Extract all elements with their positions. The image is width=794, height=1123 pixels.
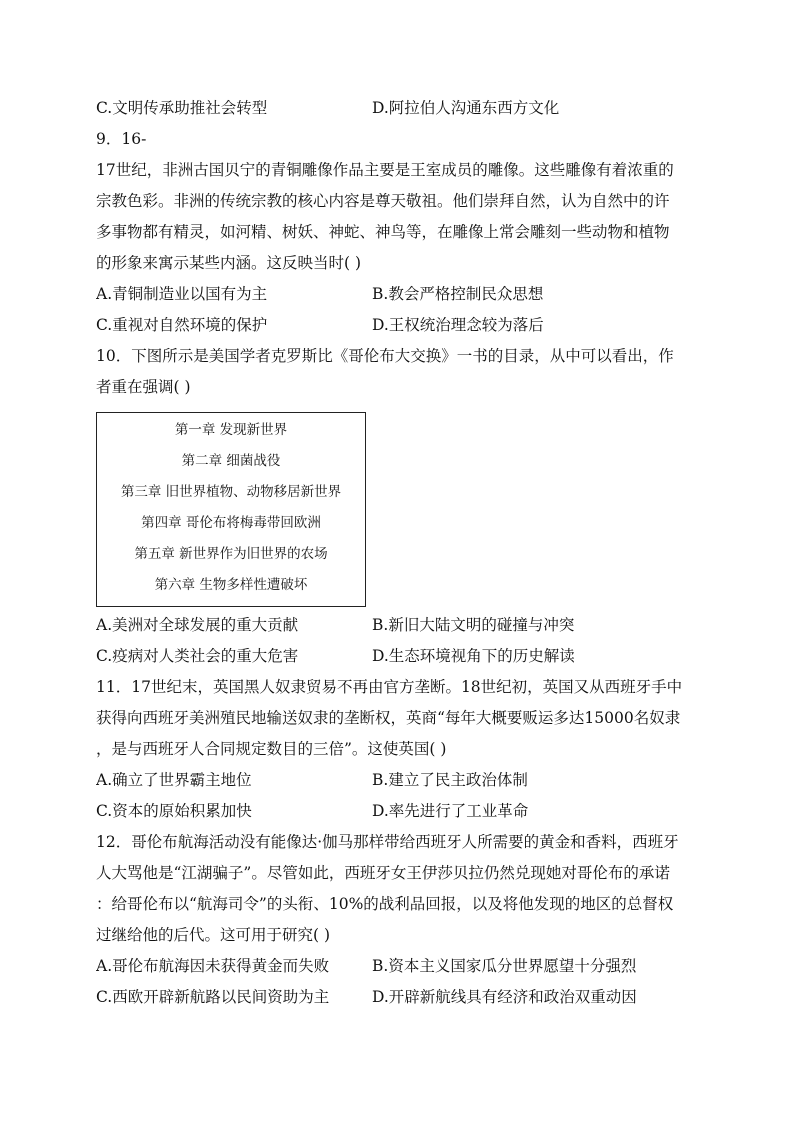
q12-stem-line-4: 过继给他的后代。这可用于研究( ) — [96, 926, 331, 944]
q10-stem-line-1: 10．下图所示是美国学者克罗斯比《哥伦布大交换》一书的目录，从中可以看出，作 — [96, 347, 674, 365]
q11-stem-line-3: ，是与西班牙人合同规定数目的三倍”。这使英国( ) — [96, 740, 447, 758]
question-10 — [96, 341, 706, 672]
question-12 — [96, 827, 706, 1013]
exam-page-content — [96, 93, 706, 1013]
toc-chapter-5: 第五章 新世界作为旧世界的农场 — [134, 546, 328, 562]
toc-chapter-4: 第四章 哥伦布将梅毒带回欧洲 — [141, 515, 321, 531]
q12-options-row-ab — [96, 951, 706, 982]
q11-stem-line-1: 11．17世纪末，英国黑人奴隶贸易不再由官方垄断。18世纪初，英国又从西班牙手中 — [96, 678, 683, 696]
q12-option-c[interactable]: C.西欧开辟新航路以民间资助为主 — [96, 988, 330, 1006]
q9-options-row-cd — [96, 310, 706, 341]
q11-stem-line-2: 获得向西班牙美洲殖民地输送奴隶的垄断权，英商“每年大概要贩运多达15000名奴隶 — [96, 709, 681, 727]
q12-option-d[interactable]: D.开辟新航线具有经济和政治双重动因 — [372, 988, 637, 1006]
question-9 — [96, 124, 706, 341]
q10-stem-line-2: 者重在强调( ) — [96, 378, 191, 396]
book-table-of-contents — [96, 412, 366, 607]
q11-option-c[interactable]: C.资本的原始积累加快 — [96, 802, 252, 820]
toc-chapter-1: 第一章 发现新世界 — [174, 422, 288, 438]
q8-option-c[interactable]: C.文明传承助推社会转型 — [96, 99, 268, 117]
q9-stem-line-1: 17世纪，非洲古国贝宁的青铜雕像作品主要是王室成员的雕像。这些雕像有着浓重的 — [96, 161, 674, 179]
q8-option-d[interactable]: D.阿拉伯人沟通东西方文化 — [372, 99, 560, 117]
q9-option-a[interactable]: A.青铜制造业以国有为主 — [96, 285, 268, 303]
toc-chapter-3: 第三章 旧世界植物、动物移居新世界 — [120, 484, 342, 500]
q10-option-c[interactable]: C.疫病对人类社会的重大危害 — [96, 647, 299, 665]
q11-options-row-ab — [96, 765, 706, 796]
q9-options-row-ab — [96, 279, 706, 310]
q12-option-b[interactable]: B.资本主义国家瓜分世界愿望十分强烈 — [372, 957, 637, 975]
q12-stem-line-1: 12．哥伦布航海活动没有能像达·伽马那样带给西班牙人所需要的黄金和香料，西班牙 — [96, 833, 679, 851]
q12-stem-line-3: ：给哥伦布以“航海司令”的头衔、10%的战利品回报，以及将他发现的地区的总督权 — [96, 895, 674, 913]
q12-stem-line-2: 人大骂他是“江湖骗子”。尽管如此，西班牙女王伊莎贝拉仍然兑现她对哥伦布的承诺 — [96, 864, 670, 882]
q9-option-d[interactable]: D.王权统治理念较为落后 — [372, 316, 544, 334]
q10-option-a[interactable]: A.美洲对全球发展的重大贡献 — [96, 616, 299, 634]
toc-chapter-2: 第二章 细菌战役 — [181, 453, 281, 469]
q12-option-a[interactable]: A.哥伦布航海因未获得黄金而失败 — [96, 957, 330, 975]
q11-option-b[interactable]: B.建立了民主政治体制 — [372, 771, 528, 789]
q10-option-b[interactable]: B.新旧大陆文明的碰撞与冲突 — [372, 616, 575, 634]
q11-options-row-cd — [96, 796, 706, 827]
q10-option-d[interactable]: D.生态环境视角下的历史解读 — [372, 647, 575, 665]
q9-option-b[interactable]: B.教会严格控制民众思想 — [372, 285, 544, 303]
q11-option-a[interactable]: A.确立了世界霸主地位 — [96, 771, 252, 789]
q11-option-d[interactable]: D.率先进行了工业革命 — [372, 802, 529, 820]
q10-options-row-cd — [96, 641, 706, 672]
q9-option-c[interactable]: C.重视对自然环境的保护 — [96, 316, 268, 334]
question-11 — [96, 672, 706, 827]
q8-options-row-cd — [96, 93, 706, 124]
q12-options-row-cd — [96, 982, 706, 1013]
q9-stem-line-2: 宗教色彩。非洲的传统宗教的核心内容是尊天敬祖。他们崇拜自然，认为自然中的许 — [96, 192, 670, 210]
q9-number: 9．16- — [96, 130, 147, 148]
q9-stem-line-3: 多事物都有精灵，如河精、树妖、神蛇、神鸟等，在雕像上常会雕刻一些动物和植物 — [96, 223, 670, 241]
q9-stem-line-4: 的形象来寓示某些内涵。这反映当时( ) — [96, 254, 362, 272]
q10-options-row-ab — [96, 610, 706, 641]
toc-chapter-6: 第六章 生物多样性遭破坏 — [154, 577, 308, 593]
